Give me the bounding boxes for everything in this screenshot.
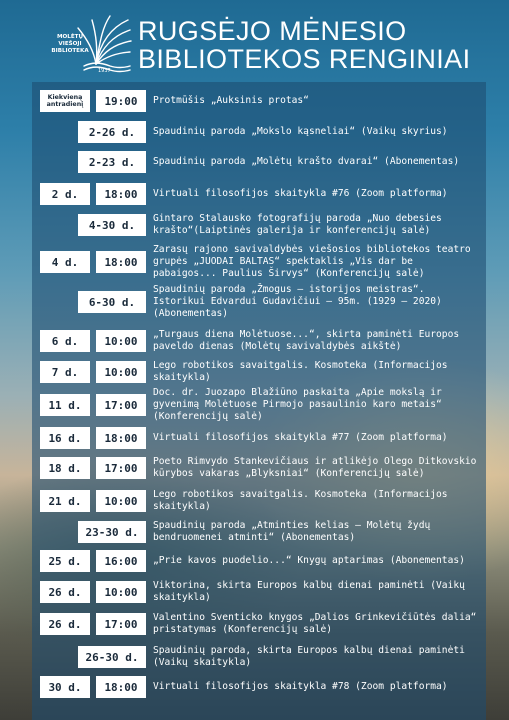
event-row <box>32 285 486 319</box>
event-date: 11 d. <box>40 394 90 416</box>
event-row <box>32 550 486 572</box>
event-date: 30 d. <box>40 676 90 698</box>
event-description: „Turgaus diena Molėtuose...“, skirta paminėti Europos paveldo dienas (Molėtų savivaldybės aikštė) <box>153 328 460 352</box>
event-description: Poeto Rimvydo Stankevičiaus ir atlikėjo Olego Ditkovskio kūrybos vakaras „Blyksniai“ (Konferencijų salė) <box>153 456 477 479</box>
event-description: Lego robotikos savaitgalis. Kosmoteka (Informacijos skaitykla) <box>153 489 448 512</box>
event-row <box>32 121 486 143</box>
event-time: 18:00 <box>96 183 146 205</box>
logo-text: MOLĖTŲ VIEŠOJI BIBLIOTEKA <box>51 34 89 54</box>
event-row <box>32 676 486 698</box>
event-date: 4 d. <box>40 251 90 273</box>
event-description: Zarasų rajono savivaldybės viešosios bibliotekos teatro grupės „JUODAI BALTAS“ spektaklis „Vis dar be pabaigos... Paulius Širvys“ (Konferencijų salė) <box>153 244 471 279</box>
event-row <box>32 183 486 205</box>
event-description: Lego robotikos savaitgalis. Kosmoteka (Informacijos skaitykla) <box>153 360 448 383</box>
event-row <box>32 579 486 605</box>
event-date-range: 4-30 d. <box>78 214 146 236</box>
event-date-range: 26-30 d. <box>78 646 146 668</box>
event-row <box>32 455 486 481</box>
event-date: 21 d. <box>40 490 90 512</box>
event-date: 26 d. <box>40 581 90 603</box>
event-date: 16 d. <box>40 427 90 449</box>
event-time: 10:00 <box>96 330 146 352</box>
event-description: Gintaro Stalausko fotografijų paroda „Nuo debesies krašto“(Laiptinės galerija ir konferencijų salė) <box>153 212 442 236</box>
events-panel <box>32 82 486 720</box>
event-row <box>32 488 486 514</box>
event-description: Viktorina, skirta Europos kalbų dienai paminėti (Vaikų skaitykla) <box>153 580 465 603</box>
event-date-range: 6-30 d. <box>78 291 146 313</box>
event-time: 18:00 <box>96 251 146 273</box>
event-description: Spaudinių paroda „Molėtų krašto dvarai“ (Abonementas) <box>153 156 460 167</box>
event-description: Virtuali filosofijos skaitykla #76 (Zoom platforma) <box>153 188 448 199</box>
event-date: 18 d. <box>40 457 90 479</box>
event-time: 10:00 <box>96 361 146 383</box>
event-time: 10:00 <box>96 581 146 603</box>
event-time: 17:00 <box>96 613 146 635</box>
event-row <box>32 359 486 385</box>
event-time: 17:00 <box>96 394 146 416</box>
event-date: 6 d. <box>40 330 90 352</box>
event-description: Doc. dr. Juozapo Blažiūno paskaita „Apie mokslą ir gyvenimą Molėtuose Pirmojo pasaulinio karo metais“ (Konferencijų salė) <box>153 387 442 422</box>
event-row <box>32 90 486 112</box>
event-row <box>32 642 486 672</box>
event-time: 18:00 <box>96 676 146 698</box>
event-time: 17:00 <box>96 457 146 479</box>
event-date-range: 2-23 d. <box>78 151 146 173</box>
event-date-range: 23-30 d. <box>78 521 146 543</box>
event-row <box>32 427 486 449</box>
event-date: 25 d. <box>40 550 90 572</box>
event-date: 26 d. <box>40 613 90 635</box>
event-time: 10:00 <box>96 490 146 512</box>
event-row <box>32 246 486 278</box>
event-row <box>32 212 486 237</box>
event-date: 2 d. <box>40 183 90 205</box>
event-description: Virtuali filosofijos skaitykla #78 (Zoom platforma) <box>153 681 448 692</box>
event-date: 7 d. <box>40 361 90 383</box>
event-time: 16:00 <box>96 550 146 572</box>
event-row <box>32 151 486 173</box>
event-description: Spaudinių paroda „Mokslo kąsneliai“ (Vaikų skyrius) <box>153 126 448 137</box>
event-description: „Prie kavos puodelio...“ Knygų aptarimas (Abonementas) <box>153 555 465 566</box>
page-title-line1: RUGSĖJO MĖNESIO <box>138 16 407 46</box>
event-row <box>32 389 486 421</box>
event-date: Kiekvieną antradienį <box>40 90 90 112</box>
event-row <box>32 517 486 547</box>
page-title-line2: BIBLIOTEKOS RENGINIAI <box>138 44 471 74</box>
event-row <box>32 327 486 354</box>
event-description: Protmūšis „Auksinis protas“ <box>153 95 309 106</box>
event-description: Valentino Sventicko knygos „Dalios Grinkevičiūtės dalia“ pristatymas (Konferencijų salė) <box>153 612 477 635</box>
event-row <box>32 611 486 637</box>
event-description: Spaudinių paroda „Atminties kelias – Molėtų žydų bendruomenei atminti“ (Abonementas) <box>153 520 431 543</box>
event-time: 19:00 <box>96 90 146 112</box>
event-description: Spaudinių paroda, skirta Europos kalbų dienai paminėti (Vaikų skaitykla) <box>153 645 465 668</box>
library-logo <box>40 14 132 78</box>
event-date-range: 2-26 d. <box>78 121 146 143</box>
event-description: Spaudinių paroda „Žmogus – istorijos meistras“. Istorikui Edvardui Gudavičiui – 95m. (1929 – 2020) (Abonementas) <box>153 284 442 319</box>
event-description: Virtuali filosofijos skaitykla #77 (Zoom platforma) <box>153 432 448 443</box>
event-time: 18:00 <box>96 427 146 449</box>
logo-year: 1937 <box>98 68 111 74</box>
